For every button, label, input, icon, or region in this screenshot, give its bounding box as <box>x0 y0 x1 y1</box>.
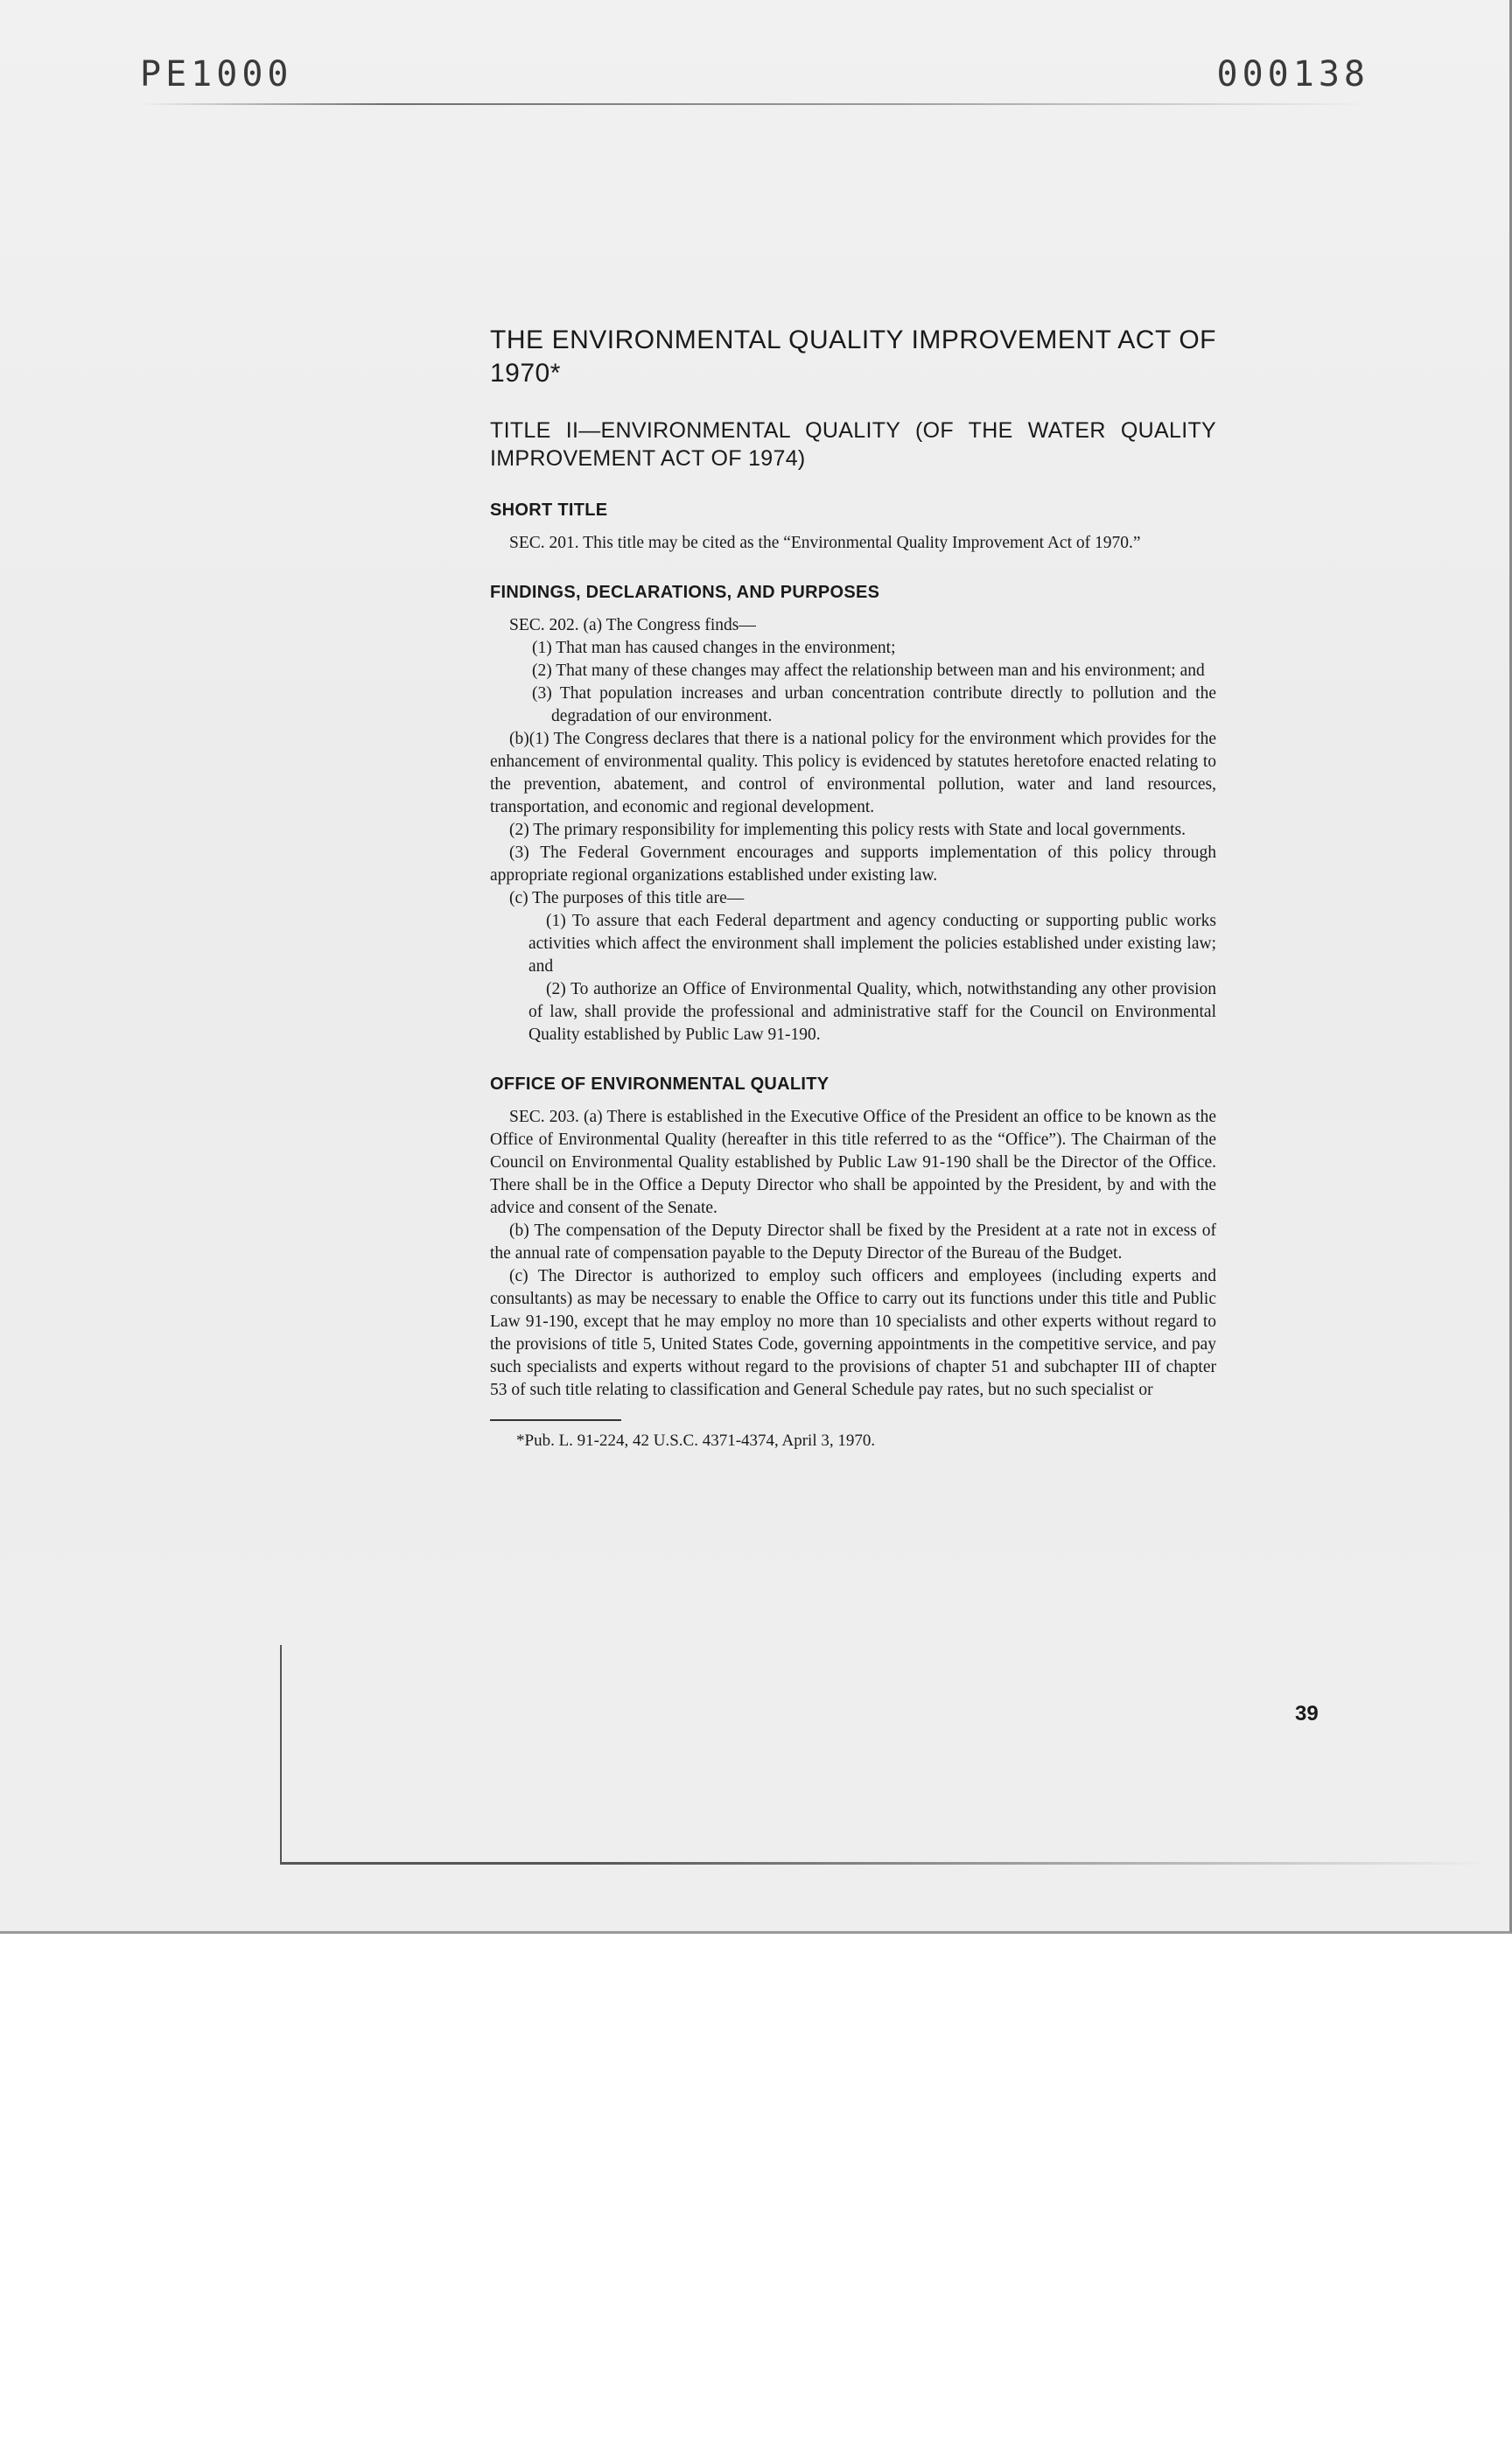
sec-202-b1: (b)(1) The Congress declares that there is a national policy for the environment which provides for the enhancement of environmental quality. This policy is evidenced by statutes heretofore enacted relating to the prevention, abatement, and control of environmental pollution, water and land resources, transportation, and economic and regional development. <box>490 730 1216 816</box>
sec-202-b3: (3) The Federal Government encourages and supports implementation of this policy through appropriate regional organizations established under existing law. <box>490 844 1216 885</box>
sec-202-c2: (2) To authorize an Office of Environmental Quality, which, notwithstanding any other provision of law, shall provide the professional and administrative staff for the Council on Environmental Quality established by Public Law 91-190. <box>528 980 1216 1044</box>
sec-202-a3: (3) That population increases and urban concentration contribute directly to pollution and the degradation of our environment. <box>532 684 1216 725</box>
sec-202-a: SEC. 202. (a) The Congress finds— <box>509 616 756 634</box>
heading-short-title: SHORT TITLE <box>490 500 608 520</box>
page-number: 39 <box>1295 1702 1319 1726</box>
stamp-left: PE1000 <box>140 54 293 94</box>
sec-202-a2: (2) That many of these changes may affect the relationship between man and his environment; and <box>532 662 1205 680</box>
heading-office: OFFICE OF ENVIRONMENTAL QUALITY <box>490 1074 830 1094</box>
margin-vertical-rule <box>280 1645 282 1864</box>
page-title: THE ENVIRONMENTAL QUALITY IMPROVEMENT ACT OF 1970* <box>490 326 1216 388</box>
sec-202-c1: (1) To assure that each Federal department and agency conducting or supporting public works activities which affect the environment shall implement the policies established under existing law; and <box>528 912 1216 976</box>
page-subtitle: TITLE II—ENVIRONMENTAL QUALITY (OF THE WATER QUALITY IMPROVEMENT ACT OF 1974) <box>490 418 1216 471</box>
footnote: *Pub. L. 91-224, 42 U.S.C. 4371-4374, April 3, 1970. <box>516 1432 876 1450</box>
top-rule <box>140 103 1374 105</box>
sec-203-a: SEC. 203. (a) There is established in the Executive Office of the President an office to be known as the Office of Environmental Quality (hereafter in this title referred to as the “Office”). The Chairman of the Council on Environmental Quality established by Public Law 91-190 shall be the Director of the Office. There shall be in the Office a Deputy Director who shall be appointed by the President, by and with the advice and consent of the Senate. <box>490 1108 1216 1217</box>
bottom-rule <box>280 1862 1488 1865</box>
sec-202-b2: (2) The primary responsibility for implementing this policy rests with State and local governments. <box>509 821 1186 839</box>
sec-203-c: (c) The Director is authorized to employ such officers and employees (including experts and consultants) as may be necessary to enable the Office to carry out its functions under this title and Public Law 91-190, except that he may employ no more than 10 specialists and other experts without regard to the provisions of title 5, United States Code, governing appointments in the competitive service, and pay such specialists and experts without regard to the provisions of chapter 51 and subchapter III of chapter 53 of such title relating to classification and General Schedule pay rates, but no such specialist or <box>490 1267 1216 1399</box>
footnote-rule <box>490 1419 621 1421</box>
document-body <box>490 324 1216 1452</box>
stamp-right: 000138 <box>1216 54 1369 94</box>
sec-202-c: (c) The purposes of this title are— <box>509 889 745 907</box>
heading-findings: FINDINGS, DECLARATIONS, AND PURPOSES <box>490 583 880 602</box>
sec-203-b: (b) The compensation of the Deputy Director shall be fixed by the President at a rate not in excess of the annual rate of compensation payable to the Deputy Director of the Bureau of the Budget. <box>490 1222 1216 1263</box>
sec-201: SEC. 201. This title may be cited as the “Environmental Quality Improvement Act of 1970.” <box>509 534 1141 552</box>
sec-202-a1: (1) That man has caused changes in the environment; <box>532 639 896 657</box>
